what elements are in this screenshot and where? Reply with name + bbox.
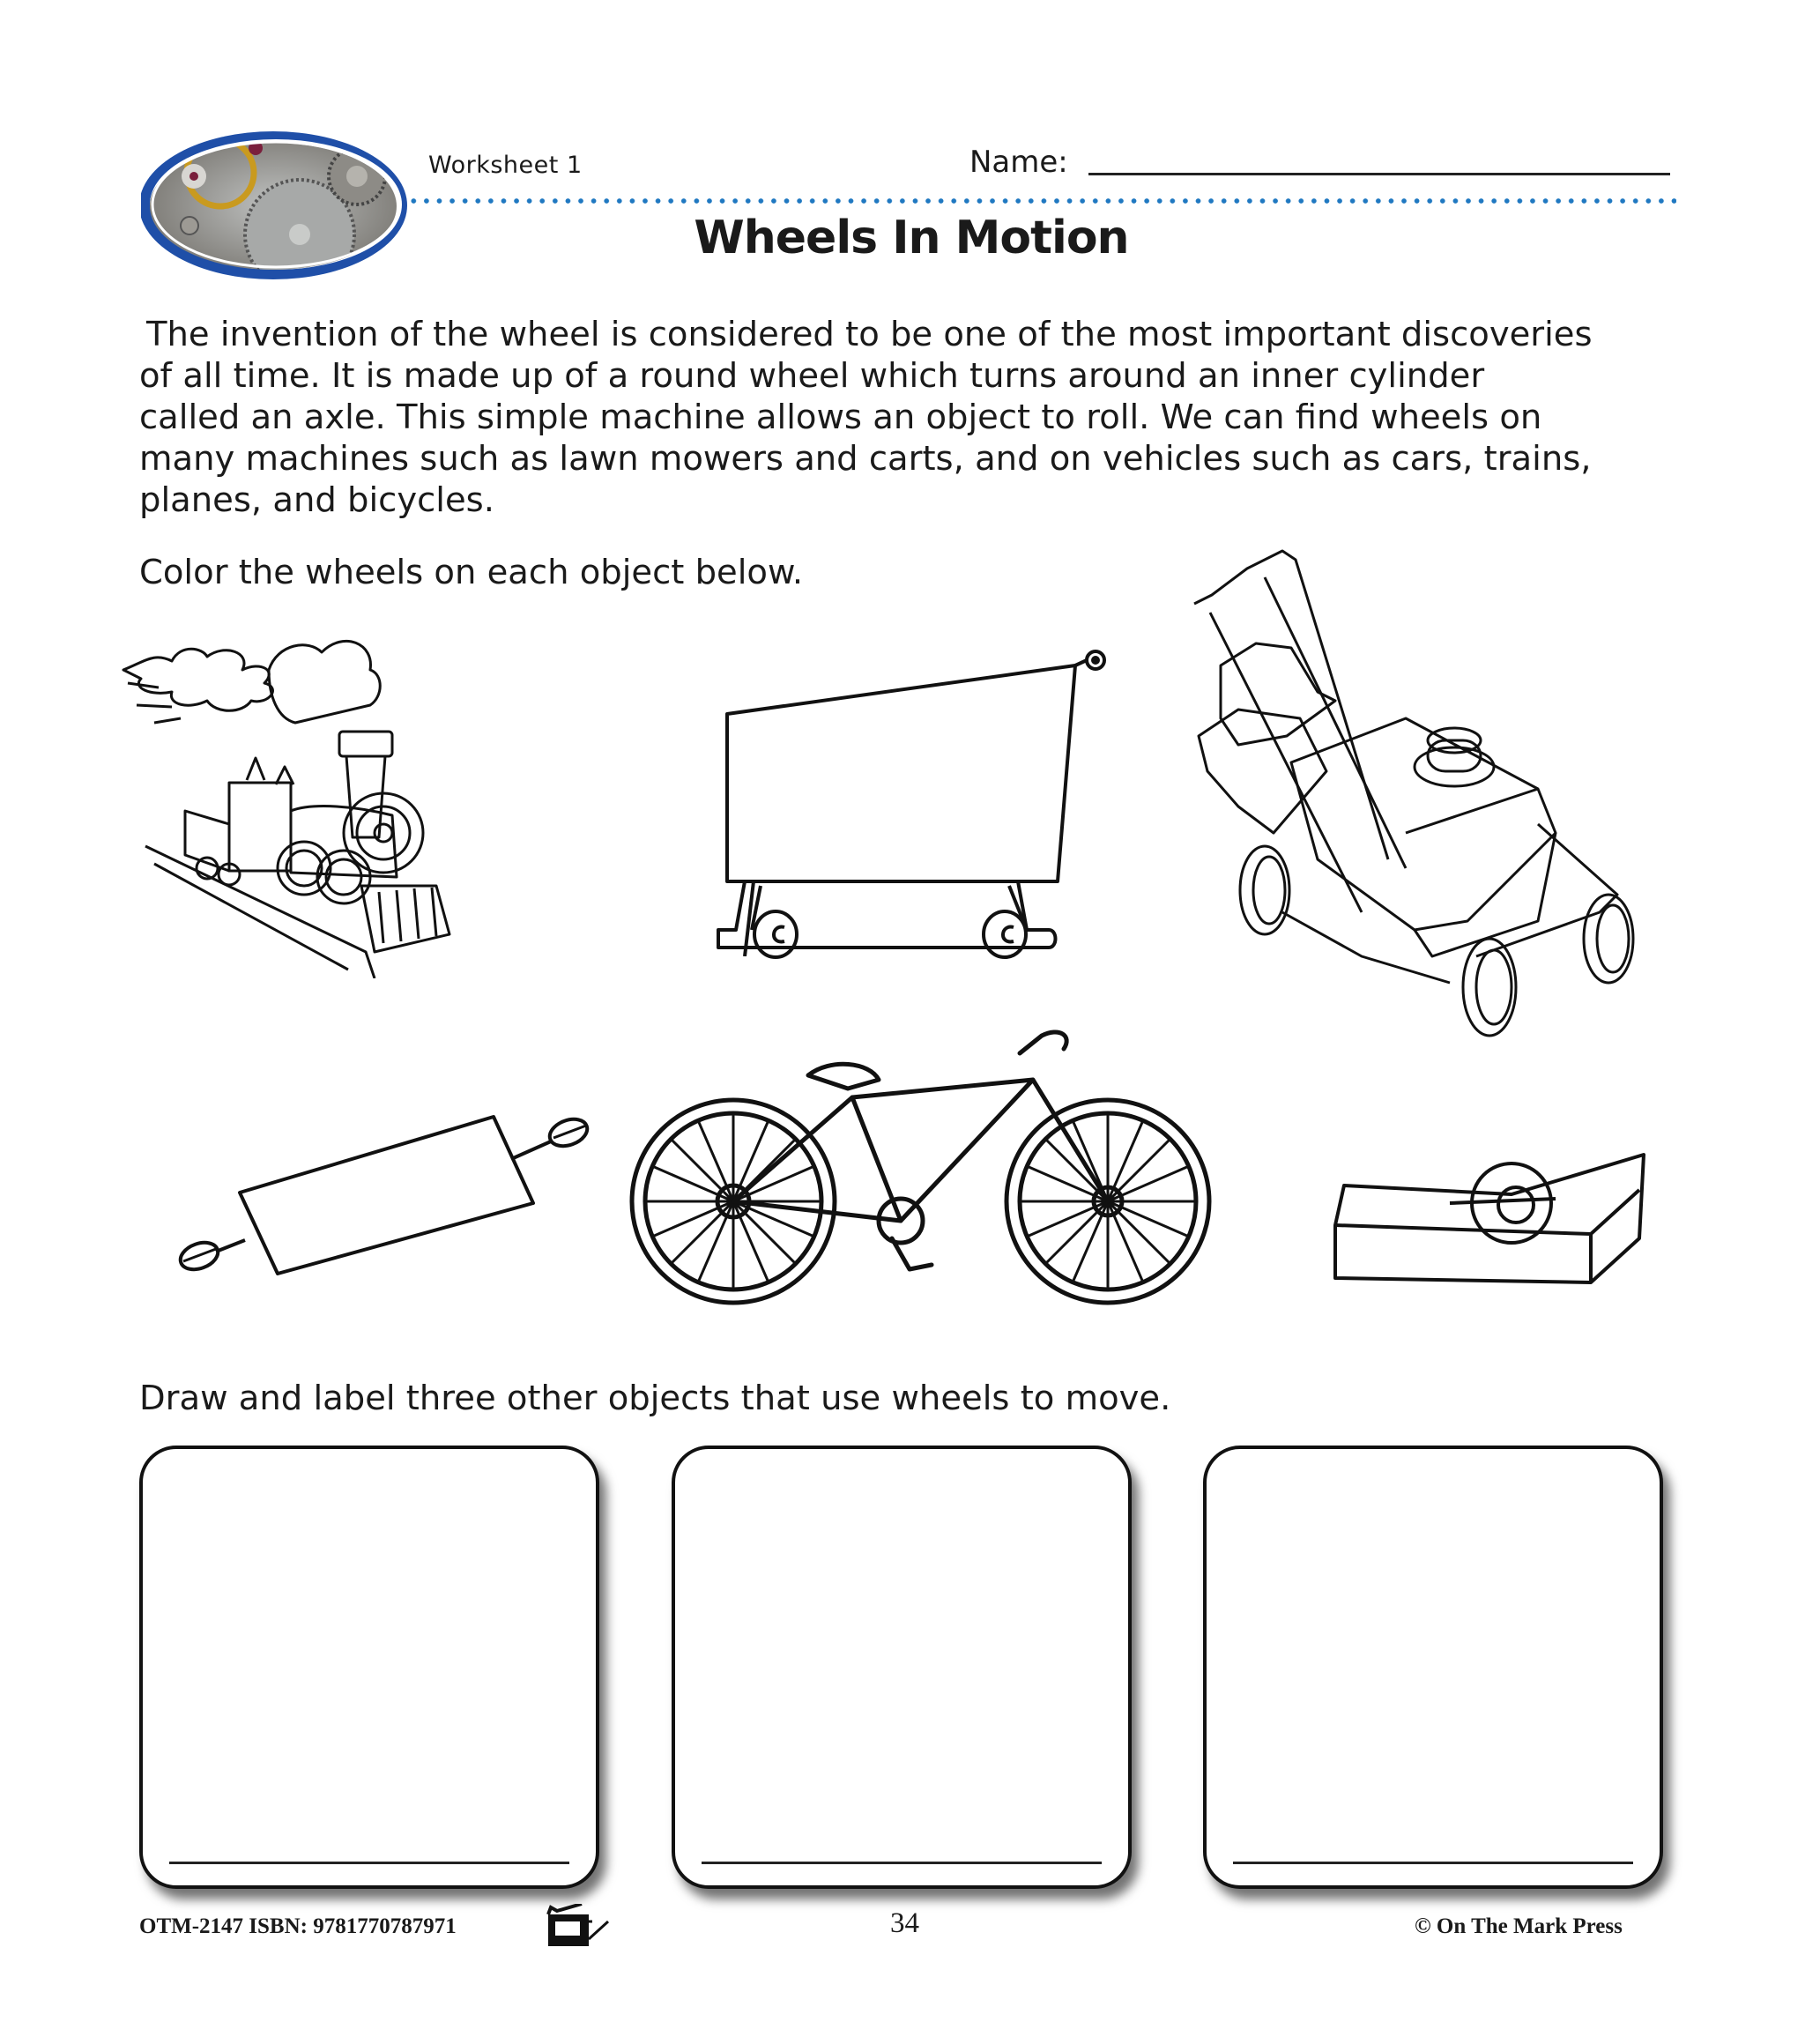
page-title (0, 212, 1805, 264)
tape-dispenser-icon[interactable] (1326, 1150, 1648, 1296)
label-line[interactable] (1233, 1862, 1633, 1864)
photocopier-icon (546, 1904, 652, 1948)
page-number: 34 (890, 1907, 919, 1939)
cart-wheel-icon[interactable] (745, 908, 815, 961)
coloring-instruction: Color the wheels on each object below. (139, 553, 804, 592)
intro-line: many machines such as lawn mowers and carts, and on vehicles such as cars, trains, (139, 439, 1592, 479)
intro-line: of all time. It is made up of a round wheel which turns around an inner cylinder (139, 356, 1485, 396)
intro-line: planes, and bicycles. (139, 480, 494, 520)
intro-line: The invention of the wheel is considered to be one of the most important discoveries (146, 315, 1593, 354)
cart-wheel-icon[interactable] (974, 908, 1044, 961)
lawn-mower-icon[interactable] (1185, 542, 1679, 1049)
intro-paragraph (139, 314, 1673, 521)
footer-code-isbn: OTM-2147 ISBN: 9781770787971 (139, 1914, 457, 1938)
drawing-box-1[interactable] (139, 1446, 599, 1889)
label-line[interactable] (702, 1862, 1102, 1864)
rolling-pin-icon[interactable] (176, 1106, 599, 1282)
copyright: © On The Mark Press (1415, 1914, 1623, 1938)
worksheet-number: Worksheet 1 (428, 152, 583, 179)
label-line[interactable] (169, 1862, 569, 1864)
intro-line: called an axle. This simple machine allows an object to roll. We can find wheels on (139, 398, 1542, 437)
bicycle-icon[interactable] (628, 1027, 1214, 1313)
name-label: Name: (969, 145, 1068, 180)
drawing-box-2[interactable] (672, 1446, 1132, 1889)
drawing-box-3[interactable] (1203, 1446, 1663, 1889)
title-text: Wheels In Motion (694, 212, 1129, 264)
drawing-instruction: Draw and label three other objects that use wheels to move. (139, 1379, 1171, 1418)
name-input-line[interactable] (1088, 173, 1670, 175)
train-icon[interactable] (119, 635, 560, 978)
dotted-divider (407, 197, 1676, 204)
